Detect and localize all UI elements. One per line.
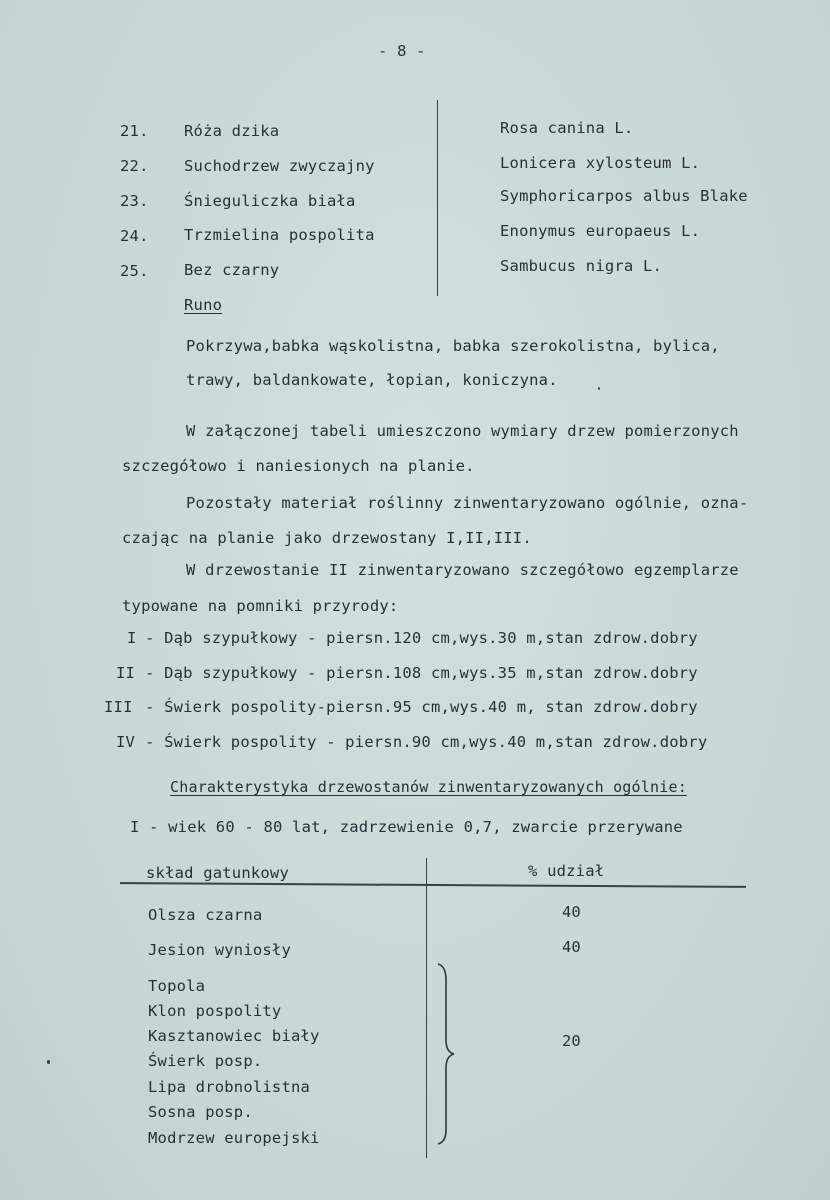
page-number: - 8 - [378, 42, 426, 60]
monument-roman: I [127, 629, 137, 647]
runo-text: Pokrzywa,babka wąskolistna, babka szerokolistna, bylica, [186, 337, 720, 355]
plant-polish-name: Suchodrzew zwyczajny [184, 157, 375, 175]
table-group-species: Lipa drobnolistna [148, 1078, 311, 1096]
plant-polish-name: Trzmielina pospolita [184, 226, 375, 244]
table-row-share: 40 [562, 938, 581, 956]
plant-latin-name: Lonicera xylosteum L. [500, 154, 701, 172]
paragraph-text: W załączonej tabeli umieszczono wymiary drzew pomierzonych [186, 422, 739, 440]
paragraph-text: W drzewostanie II zinwentaryzowano szczegółowo egzemplarze [186, 561, 739, 579]
table-header-share: % udział [528, 862, 605, 880]
table-group-species: Świerk posp. [148, 1052, 263, 1070]
table-row-share: 40 [562, 903, 581, 921]
plant-number: 23. [120, 192, 149, 210]
paragraph-text: typowane na pomniki przyrody: [122, 597, 399, 615]
plant-polish-name: Śnieguliczka biała [184, 192, 356, 210]
table-group-species: Kasztanowiec biały [148, 1027, 320, 1045]
plant-number: 21. [120, 122, 149, 140]
stray-mark [47, 1060, 50, 1064]
stray-mark [598, 387, 600, 390]
monument-roman: IV [116, 733, 136, 751]
plant-latin-name: Sambucus nigra L. [500, 257, 663, 275]
plant-number: 22. [120, 157, 149, 175]
table-header-rule [120, 882, 746, 887]
monument-text: - Dąb szypułkowy - piersn.120 cm,wys.30 m,stan zdrow.dobry [145, 629, 698, 647]
plant-polish-name: Bez czarny [184, 261, 280, 279]
stand-description: I - wiek 60 - 80 lat, zadrzewienie 0,7, zwarcie przerywane [130, 818, 683, 836]
table-group-species: Topola [148, 977, 206, 995]
column-divider [437, 100, 438, 296]
paragraph-text: szczegółowo i naniesionych na planie. [122, 457, 475, 475]
curly-brace-icon [428, 960, 462, 1148]
monument-text: - Dąb szypułkowy - piersn.108 cm,wys.35 m,stan zdrow.dobry [145, 664, 698, 682]
plant-number: 25. [120, 262, 149, 280]
table-group-species: Sosna posp. [148, 1103, 253, 1121]
table-group-species: Modrzew europejski [148, 1129, 320, 1147]
plant-latin-name: Enonymus europaeus L. [500, 222, 701, 240]
runo-heading: Runo [184, 296, 223, 314]
table-row-species: Jesion wyniosły [148, 941, 291, 959]
table-header-species: skład gatunkowy [146, 864, 289, 882]
monument-text: - Świerk pospolity-piersn.95 cm,wys.40 m, stan zdrow.dobry [145, 698, 698, 716]
table-group-species: Klon pospolity [148, 1002, 282, 1020]
plant-number: 24. [120, 227, 149, 245]
runo-text: trawy, baldankowate, łopian, koniczyna. [186, 371, 558, 389]
monument-roman: II [116, 664, 136, 682]
plant-polish-name: Róża dzika [184, 122, 280, 140]
section-heading: Charakterystyka drzewostanów zinwentaryzowanych ogólnie: [170, 778, 687, 796]
table-row-species: Olsza czarna [148, 906, 263, 924]
monument-text: - Świerk pospolity - piersn.90 cm,wys.40 m,stan zdrow.dobry [145, 733, 708, 751]
paragraph-text: czając na planie jako drzewostany I,II,III. [122, 529, 532, 547]
paragraph-text: Pozostały materiał roślinny zinwentaryzowano ogólnie, ozna- [186, 494, 749, 512]
monument-roman: III [104, 698, 133, 716]
table-group-share: 20 [562, 1032, 581, 1050]
plant-latin-name: Symphoricarpos albus Blake [500, 187, 748, 205]
plant-latin-name: Rosa canina L. [500, 119, 634, 137]
